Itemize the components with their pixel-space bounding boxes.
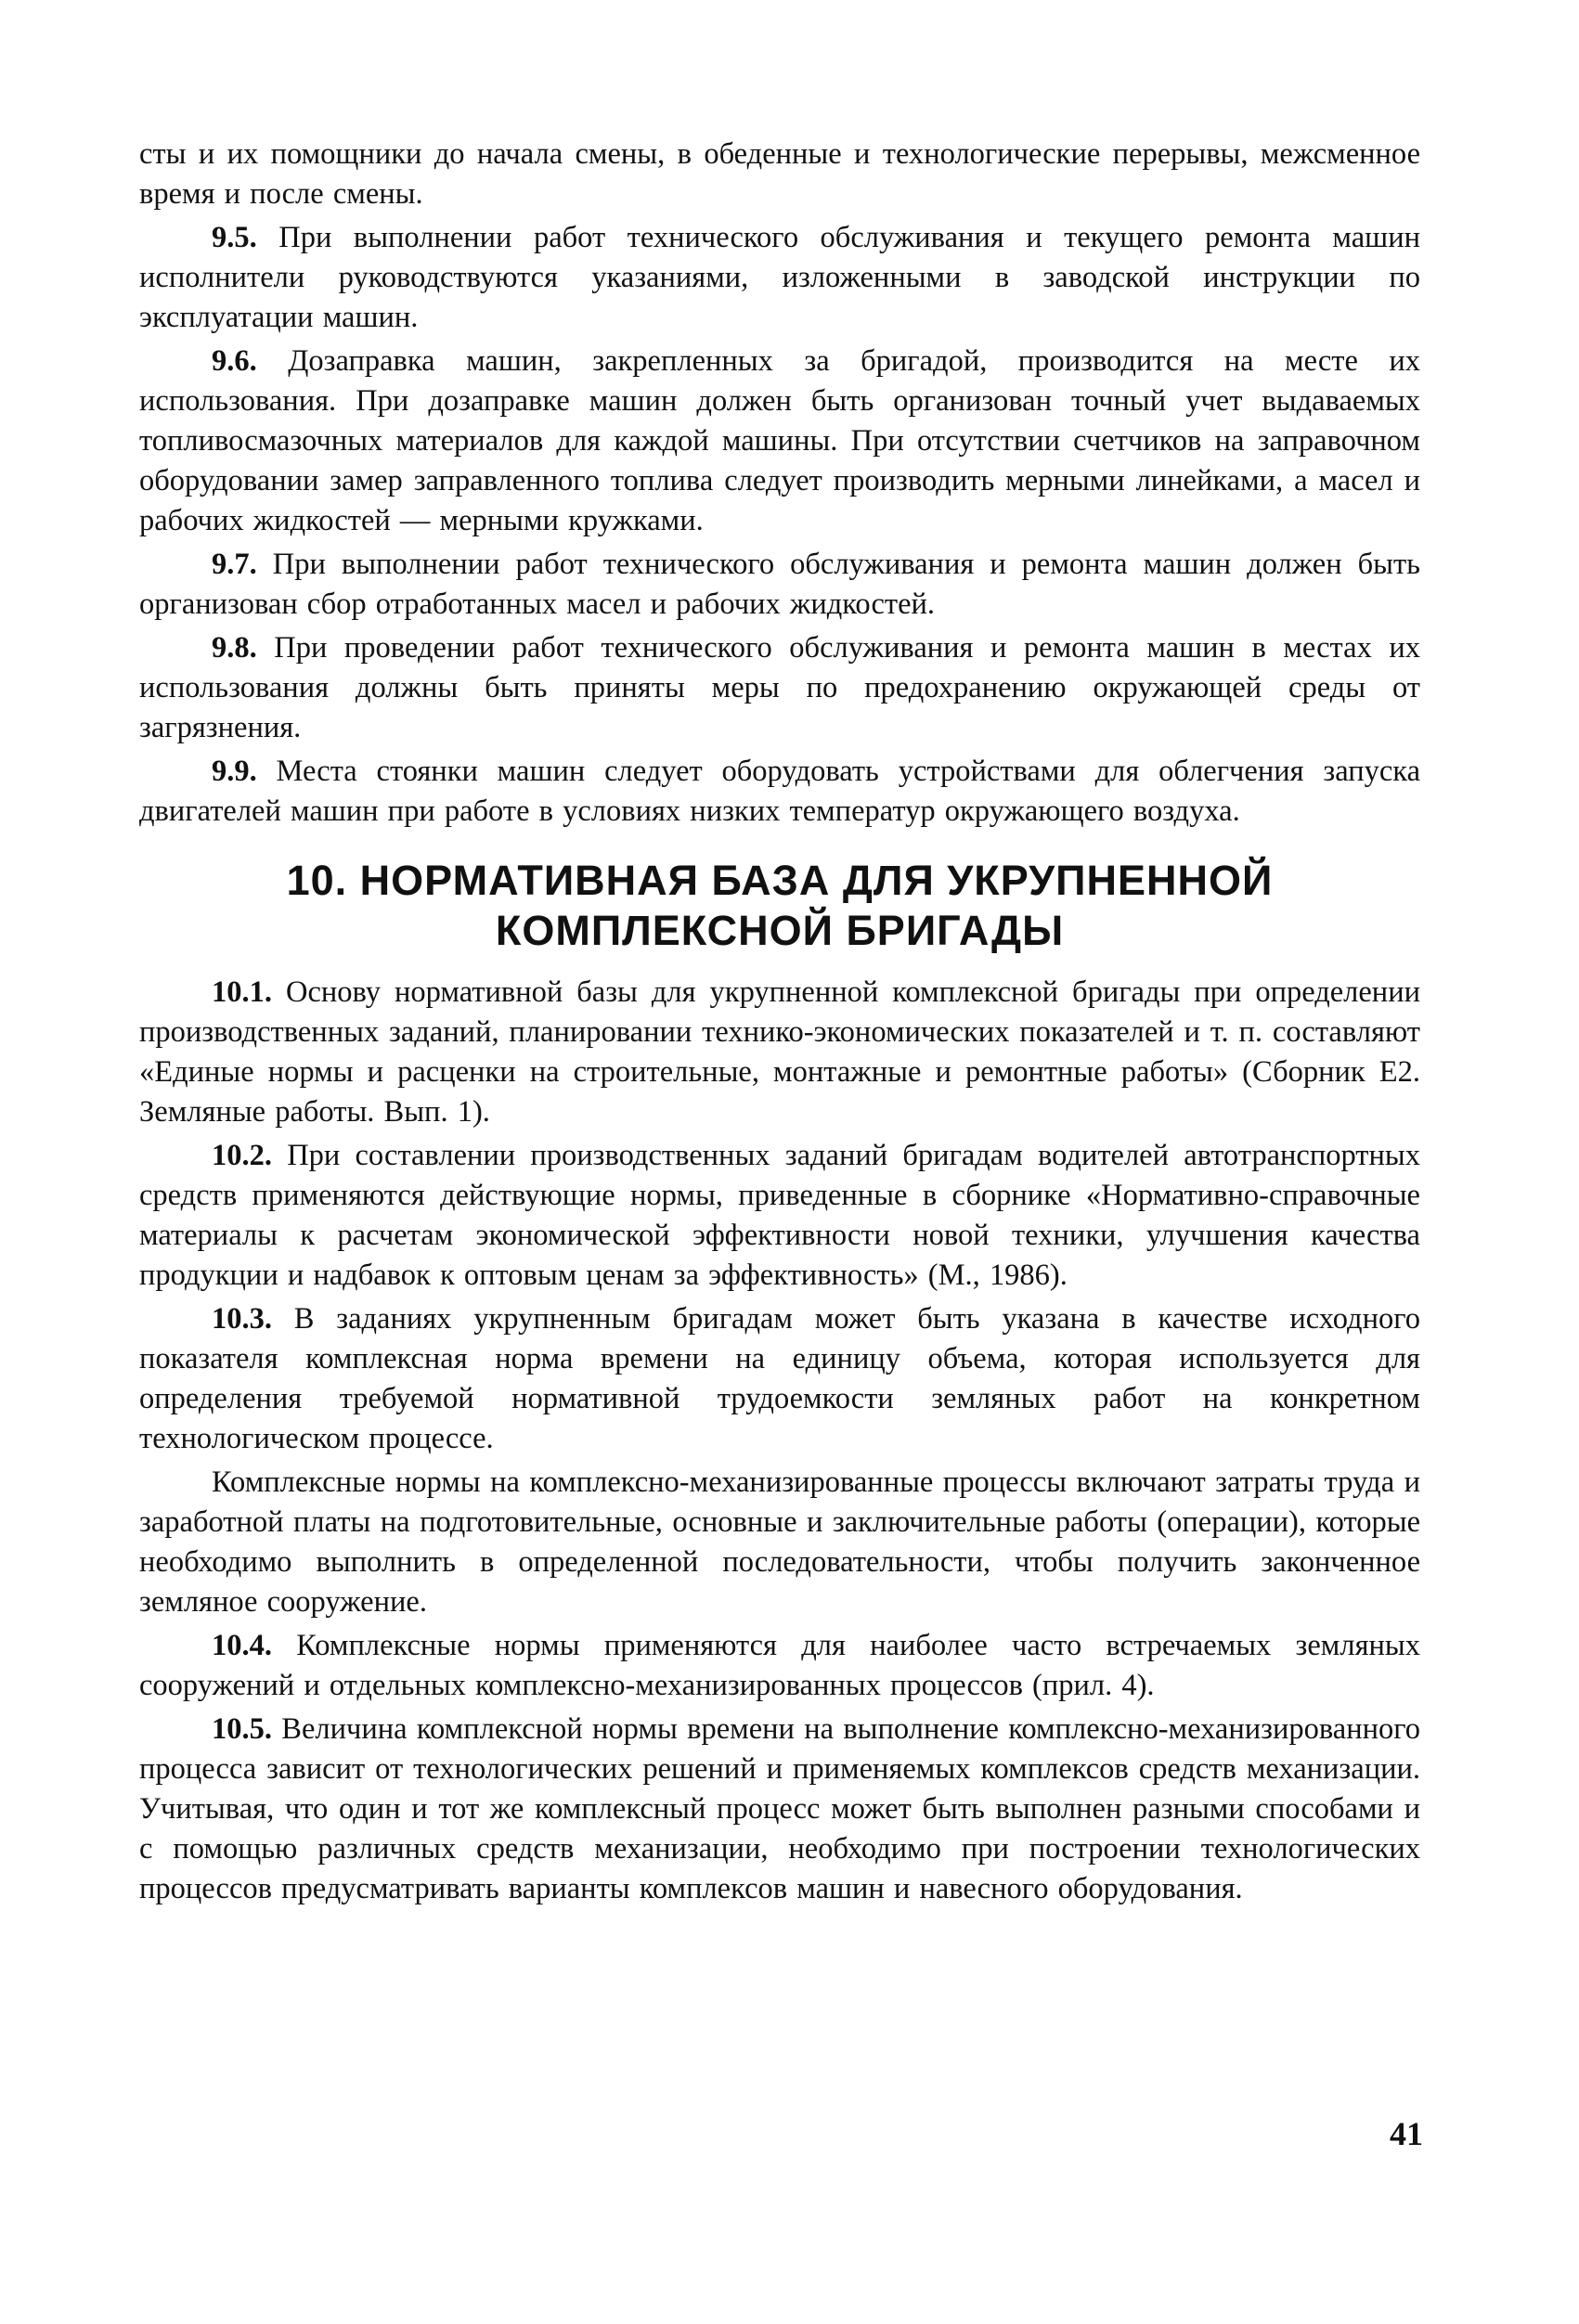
item-number: 10.4. [212, 1629, 272, 1662]
item-number: 9.8. [212, 631, 257, 665]
paragraph-9-4-continuation: сты и их помощники до начала смены, в обеденные и технологические перерывы, межсменное время и после смены. [139, 137, 1420, 211]
item-text: При выполнении работ технического обслуживания и ремонта машин должен быть организован сбор отработанных масел и рабочих жидкостей. [139, 548, 1420, 621]
item-text: При проведении работ технического обслуживания и ремонта машин в местах их использования должны быть приняты меры по предохранению окружающей среды от загрязнения. [139, 631, 1420, 744]
item-number: 9.9. [212, 755, 257, 788]
item-number: 9.7. [212, 548, 257, 581]
item-text: Дозаправка машин, закрепленных за бригадой, производится на месте их использования. При дозаправке машин должен быть организован точный учет выдаваемых топливосмазочных материалов для каждой машины. При отсутствии счетчиков на заправочном оборудовании замер заправленного топлива следует производить мерными линейками, а масел и рабочих жидкостей — мерными кружками. [139, 344, 1420, 537]
page-number: 41 [1390, 2115, 1423, 2152]
item-text: При составлении производственных заданий бригадам водителей автотранспортных средств применяются действующие нормы, приведенные в сборнике «Нормативно-справочные материалы к расчетам экономической эффективности новой техники, улучшения качества продукции и надбавок к оптовым ценам за эффективность» (М., 1986). [139, 1139, 1420, 1292]
paragraph-10-3 [139, 1299, 1420, 1459]
item-text: Основу нормативной базы для укрупненной комплексной бригады при определении производственных заданий, планировании технико-экономических показателей и т. п. составляют «Единые нормы и расценки на строительные, монтажные и ремонтные работы» (Сборник Е2. Земляные работы. Вып. 1). [139, 975, 1420, 1129]
paragraph-9-6 [139, 342, 1420, 541]
item-number: 9.5. [212, 221, 257, 254]
paragraph-10-4 [139, 1626, 1420, 1706]
item-number: 9.6. [212, 344, 257, 378]
paragraph-9-8 [139, 628, 1420, 748]
paragraph-10-2 [139, 1136, 1420, 1296]
paragraph-10-5 [139, 1710, 1420, 1909]
paragraph-complex-norms: Комплексные нормы на комплексно-механизированные процессы включают затраты труда и заработной платы на подготовительные, основные и заключительные работы (операции), которые необходимо выполнить в определенной последовательности, чтобы получить законченное земляное сооружение. [139, 1465, 1420, 1619]
paragraph-10-1 [139, 973, 1420, 1132]
section-heading-line-2: КОМПЛЕКСНОЙ БРИГАДЫ [495, 907, 1065, 954]
paragraph-9-7 [139, 545, 1420, 625]
paragraph-9-9 [139, 752, 1420, 832]
section-heading-line-1: 10. НОРМАТИВНАЯ БАЗА ДЛЯ УКРУПНЕННОЙ [286, 857, 1274, 904]
document-page [139, 135, 1420, 1913]
item-text: Комплексные нормы применяются для наиболее часто встречаемых земляных сооружений и отдельных комплексно-механизированных процессов (прил. 4). [139, 1629, 1420, 1702]
section-10-heading [139, 856, 1420, 956]
item-number: 10.3. [212, 1302, 272, 1336]
item-number: 10.1. [212, 975, 272, 1009]
item-text: В заданиях укрупненным бригадам может быть указана в качестве исходного показателя комплексная норма времени на единицу объема, которая используется для определения требуемой нормативной трудоемкости земляных работ на конкретном технологическом процессе. [139, 1302, 1420, 1455]
item-number: 10.2. [212, 1139, 272, 1172]
item-text: При выполнении работ технического обслуживания и текущего ремонта машин исполнители руководствуются указаниями, изложенными в заводской инструкции по эксплуатации машин. [139, 221, 1420, 334]
item-text: Места стоянки машин следует оборудовать устройствами для облегчения запуска двигателей машин при работе в условиях низких температур окружающего воздуха. [139, 755, 1420, 828]
item-number: 10.5. [212, 1712, 272, 1746]
paragraph-9-5 [139, 218, 1420, 338]
item-text: Величина комплексной нормы времени на выполнение комплексно-механизированного процесса зависит от технологических решений и применяемых комплексов средств механизации. Учитывая, что один и тот же комплексный процесс может быть выполнен разными способами и с помощью различных средств механизации, необходимо при построении технологических процессов предусматривать варианты комплексов машин и навесного оборудования. [139, 1712, 1420, 1905]
